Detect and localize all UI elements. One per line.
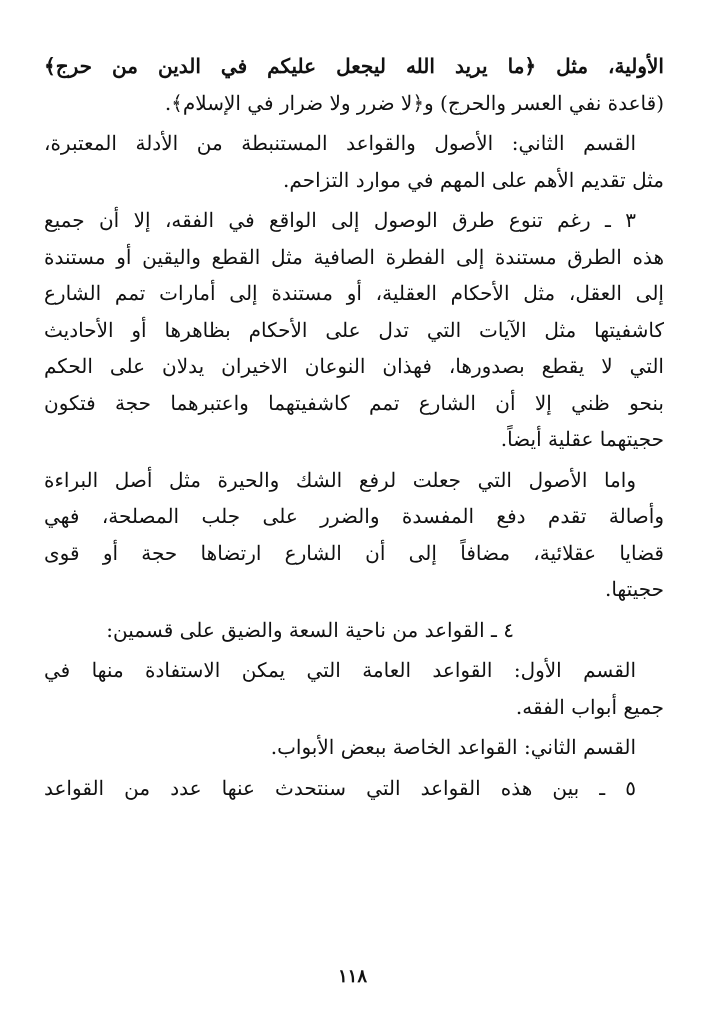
text-line: وأصالة تقدم دفع المفسدة والضرر على جلب المصلحة، فهي: [44, 504, 664, 528]
paragraph-4: [44, 462, 664, 608]
paragraph-6: [44, 652, 664, 725]
text-line: التي لا يقطع بصدورها، فهذان النوعان الاخيران يدلان على الحكم: [44, 354, 664, 378]
text-line: ٣ ـ رغم تنوع طرق الوصول إلى الواقع في الفقه، إلا أن جميع: [44, 208, 636, 232]
page-body: [44, 48, 664, 810]
paragraph-3: [44, 202, 664, 458]
text-line: هذه الطرق مستندة إلى الفطرة الصافية مثل القطع واليقين أو مستندة: [44, 244, 664, 269]
text-line: القسم الثاني: الأصول والقواعد المستنبطة من الأدلة المعتبرة،: [44, 131, 636, 155]
paragraph-2: [44, 125, 664, 198]
text-line: ٤ ـ القواعد من ناحية السعة والضيق على قسمين:: [106, 617, 514, 642]
text-line: واما الأصول التي جعلت لرفع الشك والحيرة مثل أصل البراءة: [44, 467, 636, 492]
paragraph-8: [44, 770, 664, 807]
text-line: الأولية، مثل ﴿ما يريد الله ليجعل عليكم في الدين من حرج﴾: [44, 54, 664, 78]
paragraph-1: [44, 48, 664, 121]
text-line: مثل تقديم الأهم على المهم في موارد التزاحم.: [283, 167, 664, 192]
text-line: ٥ ـ بين هذه القواعد التي سنتحدث عنها عدد من القواعد: [44, 775, 636, 800]
text-line: جميع أبواب الفقه.: [515, 694, 664, 719]
text-line: كاشفيتها مثل الآيات التي تدل على الأحكام بظاهرها أو الأحاديث: [44, 317, 664, 342]
page-number: ١١٨: [337, 966, 367, 987]
text-line: (قاعدة نفي العسر والحرج) و﴿لا ضرر ولا ضرار في الإسلام﴾.: [164, 90, 664, 115]
text-line: بنحو ظني إلا أن الشارع تمم كاشفيتهما واعتبرهما حجة فتكون: [44, 390, 664, 415]
text-line: القسم الثاني: القواعد الخاصة ببعض الأبواب.: [270, 735, 636, 759]
text-line: القسم الأول: القواعد العامة التي يمكن الاستفادة منها في: [44, 658, 636, 682]
text-line: إلى العقل، مثل الأحكام العقلية، أو مستندة إلى أمارات تمم الشارع: [44, 281, 664, 305]
text-line: حجيتهما عقلية أيضاً.: [500, 427, 664, 451]
paragraph-7: [44, 729, 664, 766]
paragraph-5: [44, 612, 664, 649]
text-line: قضايا عقلائية، مضافاً إلى أن الشارع ارتضاها حجة أو قوى: [44, 540, 664, 565]
text-line: حجيتها.: [604, 577, 664, 601]
